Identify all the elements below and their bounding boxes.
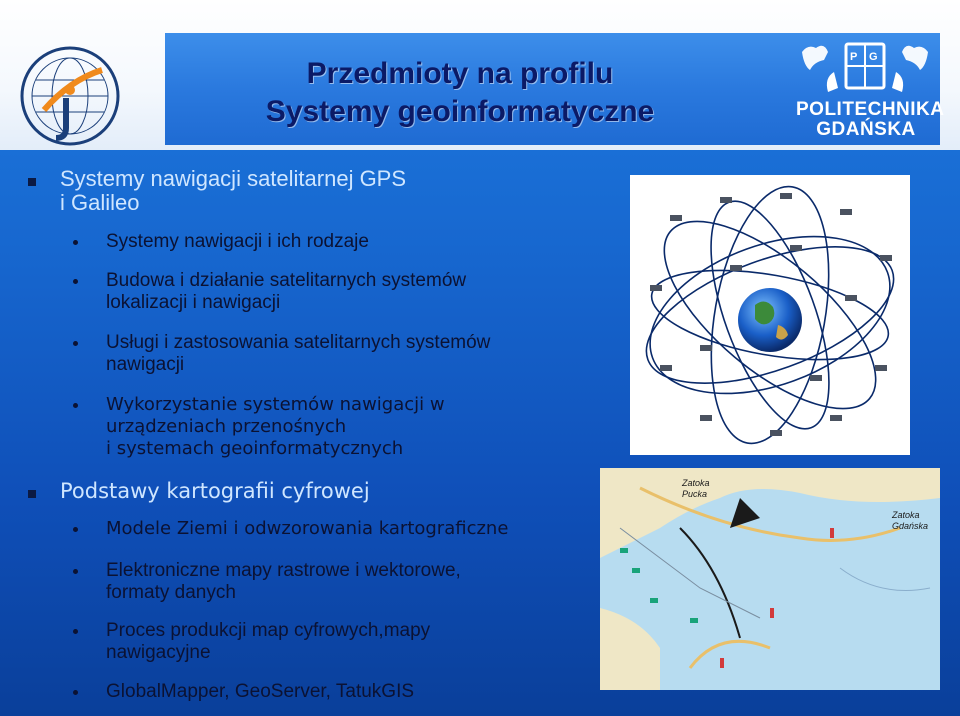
title-line-2: Systemy geoinformatyczne	[265, 95, 655, 128]
list-bullet	[73, 403, 78, 408]
list-item: Modele Ziemi i odwzorowania kartograficzne	[106, 518, 509, 539]
list-bullet	[73, 690, 78, 695]
section-heading-cartography: Podstawy kartografii cyfrowej	[60, 479, 370, 503]
list-bullet	[73, 341, 78, 346]
list-bullet	[73, 240, 78, 245]
list-bullet	[73, 629, 78, 634]
satellite-orbits-image	[630, 175, 910, 455]
title-line-1: Przedmioty na profilu	[306, 57, 614, 90]
map-label-bay-left: Zatoka Pucka	[682, 478, 710, 499]
section-heading-gps: Systemy nawigacji satelitarnej GPS i Galileo	[60, 166, 407, 215]
nautical-chart-image	[600, 468, 940, 690]
svg-text:P: P	[850, 51, 858, 63]
list-item: Systemy nawigacji i ich rodzaje	[106, 231, 369, 252]
list-item: Usługi i zastosowania satelitarnych systemów nawigacji	[106, 332, 491, 375]
list-bullet	[73, 527, 78, 532]
section-bullet	[28, 490, 36, 498]
list-item: Wykorzystanie systemów nawigacji w urządzeniach przenośnych i systemach geoinformatycznych	[106, 394, 445, 459]
university-name: POLITECHNIKA GDAŃSKA	[796, 99, 945, 140]
list-bullet	[73, 279, 78, 284]
map-label-bay-right: Zatoka Gdańska	[892, 510, 929, 531]
list-item: Budowa i działanie satelitarnych systemów lokalizacji i nawigacji	[106, 270, 467, 313]
list-item: Elektroniczne mapy rastrowe i wektorowe, formaty danych	[106, 560, 461, 603]
section-bullet	[28, 178, 36, 186]
list-item: GlobalMapper, GeoServer, TatukGIS	[106, 681, 415, 702]
page-title	[200, 55, 720, 131]
list-bullet	[73, 569, 78, 574]
department-logo-icon	[14, 40, 126, 152]
list-item: Proces produkcji map cyfrowych,mapy nawigacyjne	[106, 620, 431, 663]
svg-text:G: G	[869, 51, 878, 63]
